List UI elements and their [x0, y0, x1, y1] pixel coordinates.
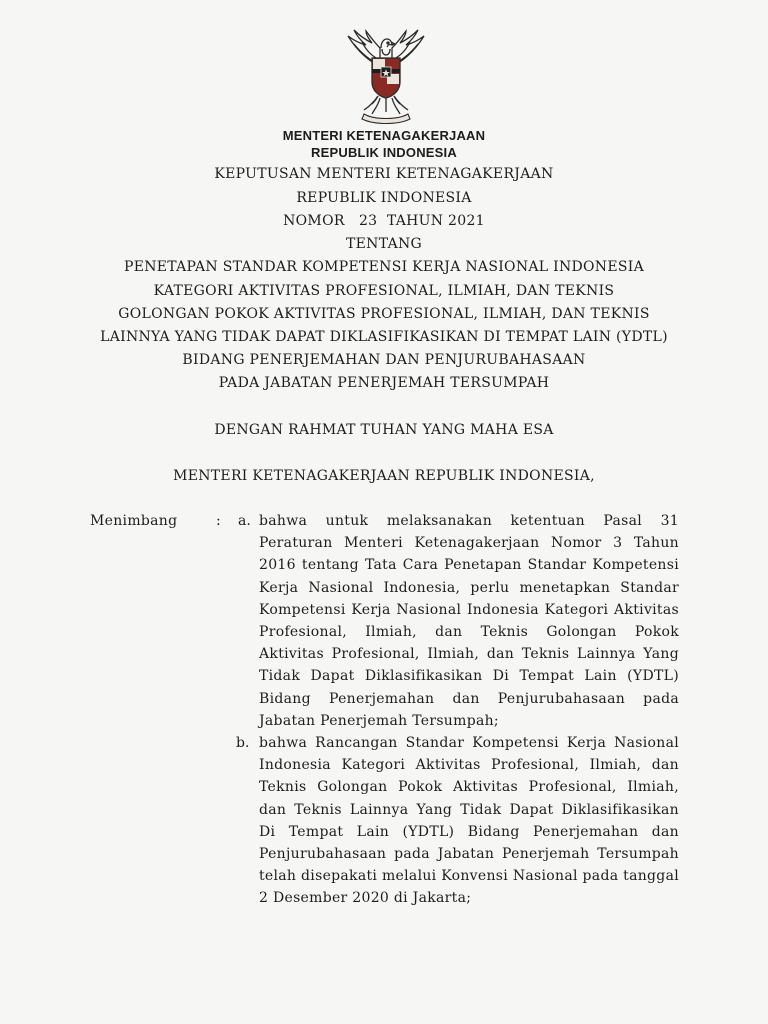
consideration-b — [259, 732, 679, 910]
ministry-country: REPUBLIK INDONESIA — [311, 145, 457, 160]
paragraph-line: 2 Desember 2020 di Jakarta; — [259, 890, 472, 907]
paragraph-line: Penjurubahasaan pada Jabatan Penerjemah Tersumpah — [259, 845, 679, 862]
paragraph-line: Bidang Penerjemahan dan Penjurubahasaan pada — [259, 690, 679, 707]
decree-subject-line: LAINNYA YANG TIDAK DAPAT DIKLASIFIKASIKAN DI TEMPAT LAIN (YDTL) — [100, 329, 668, 345]
paragraph-line: Jabatan Penerjemah Tersumpah; — [259, 712, 499, 729]
decree-subject-line: PADA JABATAN PENERJEMAH TERSUMPAH — [218, 375, 550, 391]
decree-about: TENTANG — [345, 236, 423, 252]
paragraph-line: dan Teknis Lainnya Yang Tidak Dapat Diklasifikasikan — [259, 801, 679, 818]
consideration-a — [259, 510, 679, 732]
paragraph-line: Tidak Dapat Diklasifikasikan Di Tempat Lain (YDTL) — [259, 668, 679, 685]
decree-title: KEPUTUSAN MENTERI KETENAGAKERJAAN — [214, 166, 554, 182]
decree-subject-line: GOLONGAN POKOK AKTIVITAS PROFESIONAL, ILMIAH, DAN TEKNIS — [118, 306, 650, 322]
item-letter-a: a. — [238, 513, 251, 529]
blessing-line: DENGAN RAHMAT TUHAN YANG MAHA ESA — [214, 422, 554, 438]
paragraph-line: Peraturan Menteri Ketenagakerjaan Nomor 3 Tahun — [259, 535, 679, 552]
decree-subject-line: BIDANG PENERJEMAHAN DAN PENJURUBAHASAAN — [182, 352, 586, 368]
paragraph-line: bahwa Rancangan Standar Kompetensi Kerja Nasional — [259, 735, 679, 751]
decree-subject-line: KATEGORI AKTIVITAS PROFESIONAL, ILMIAH, DAN TEKNIS — [153, 283, 615, 299]
considering-colon: : — [216, 513, 221, 529]
paragraph-line: Teknis Golongan Pokok Aktivitas Profesional, Ilmiah, — [259, 779, 679, 796]
ministry-name: MENTERI KETENAGAKERJAAN — [282, 128, 486, 143]
issuer-line: MENTERI KETENAGAKERJAAN REPUBLIK INDONESIA, — [173, 468, 595, 484]
decree-title-country: REPUBLIK INDONESIA — [296, 190, 472, 206]
paragraph-line: Aktivitas Profesional, Ilmiah, dan Teknis Lainnya Yang — [259, 646, 679, 663]
garuda-emblem-icon — [334, 26, 438, 126]
paragraph-line: bahwa untuk melaksanakan ketentuan Pasal 31 — [259, 513, 679, 529]
paragraph-line: Di Tempat Lain (YDTL) Bidang Penerjemahan dan — [259, 823, 679, 840]
paragraph-line: Kerja Nasional Indonesia, perlu menetapkan Standar — [259, 579, 679, 596]
decree-number: NOMOR 23 TAHUN 2021 — [283, 213, 485, 229]
paragraph-line: telah disepakati melalui Konvensi Nasional pada tanggal — [259, 868, 679, 885]
decree-subject-line: PENETAPAN STANDAR KOMPETENSI KERJA NASIONAL INDONESIA — [123, 259, 645, 275]
paragraph-line: Indonesia Kategori Aktivitas Profesional, Ilmiah, dan — [259, 757, 679, 774]
paragraph-line: 2016 tentang Tata Cara Penetapan Standar Kompetensi — [259, 557, 679, 574]
paragraph-line: Kompetensi Kerja Nasional Indonesia Kategori Aktivitas — [259, 601, 679, 618]
item-letter-b: b. — [236, 735, 250, 751]
paragraph-line: Profesional, Ilmiah, dan Teknis Golongan Pokok — [259, 623, 679, 640]
considering-label: Menimbang — [90, 513, 178, 529]
